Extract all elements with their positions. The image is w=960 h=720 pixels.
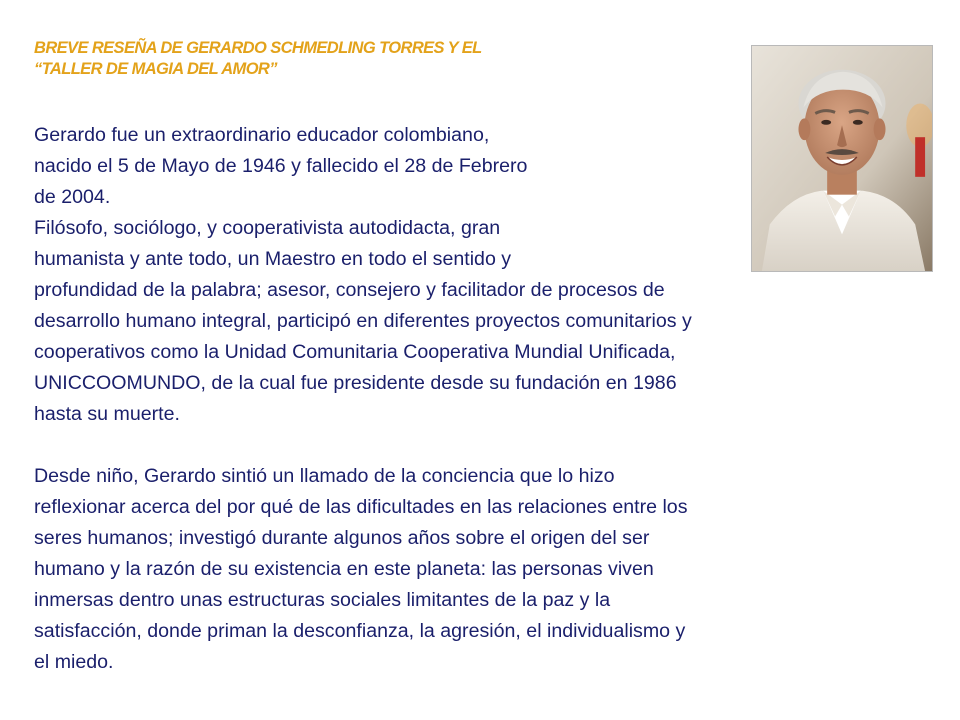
biography-text: [34, 120, 944, 678]
bio-line: Gerardo fue un extraordinario educador colombiano,: [34, 124, 490, 146]
bio-line: UNICCOOMUNDO, de la cual fue presidente desde su fundación en 1986: [34, 372, 677, 394]
bio-line: nacido el 5 de Mayo de 1946 y fallecido el 28 de Febrero: [34, 155, 528, 177]
bio-line: hasta su muerte.: [34, 403, 180, 425]
page-heading: [34, 38, 482, 80]
bio-line: Desde niño, Gerardo sintió un llamado de la conciencia que lo hizo: [34, 465, 615, 487]
bio-line: de 2004.: [34, 186, 111, 208]
paragraph-gap: [34, 430, 944, 461]
bio-line: seres humanos; investigó durante algunos años sobre el origen del ser: [34, 527, 650, 549]
bio-line: reflexionar acerca del por qué de las dificultades en las relaciones entre los: [34, 496, 688, 518]
bio-line: el miedo.: [34, 651, 114, 673]
bio-line: inmersas dentro unas estructuras sociales limitantes de la paz y la: [34, 589, 611, 611]
heading-line-1: BREVE RESEÑA DE GERARDO SCHMEDLING TORRES Y EL: [34, 39, 482, 57]
bio-line: humanista y ante todo, un Maestro en todo el sentido y: [34, 248, 512, 270]
bio-line: desarrollo humano integral, participó en diferentes proyectos comunitarios y: [34, 310, 692, 332]
bio-line: satisfacción, donde priman la desconfianza, la agresión, el individualismo y: [34, 620, 686, 642]
bio-line: Filósofo, sociólogo, y cooperativista autodidacta, gran: [34, 217, 501, 239]
bio-line: humano y la razón de su existencia en este planeta: las personas viven: [34, 558, 654, 580]
heading-line-2: “TALLER DE MAGIA DEL AMOR”: [34, 60, 277, 78]
bio-line: cooperativos como la Unidad Comunitaria Cooperativa Mundial Unificada,: [34, 341, 676, 363]
bio-line: profundidad de la palabra; asesor, consejero y facilitador de procesos de: [34, 279, 665, 301]
